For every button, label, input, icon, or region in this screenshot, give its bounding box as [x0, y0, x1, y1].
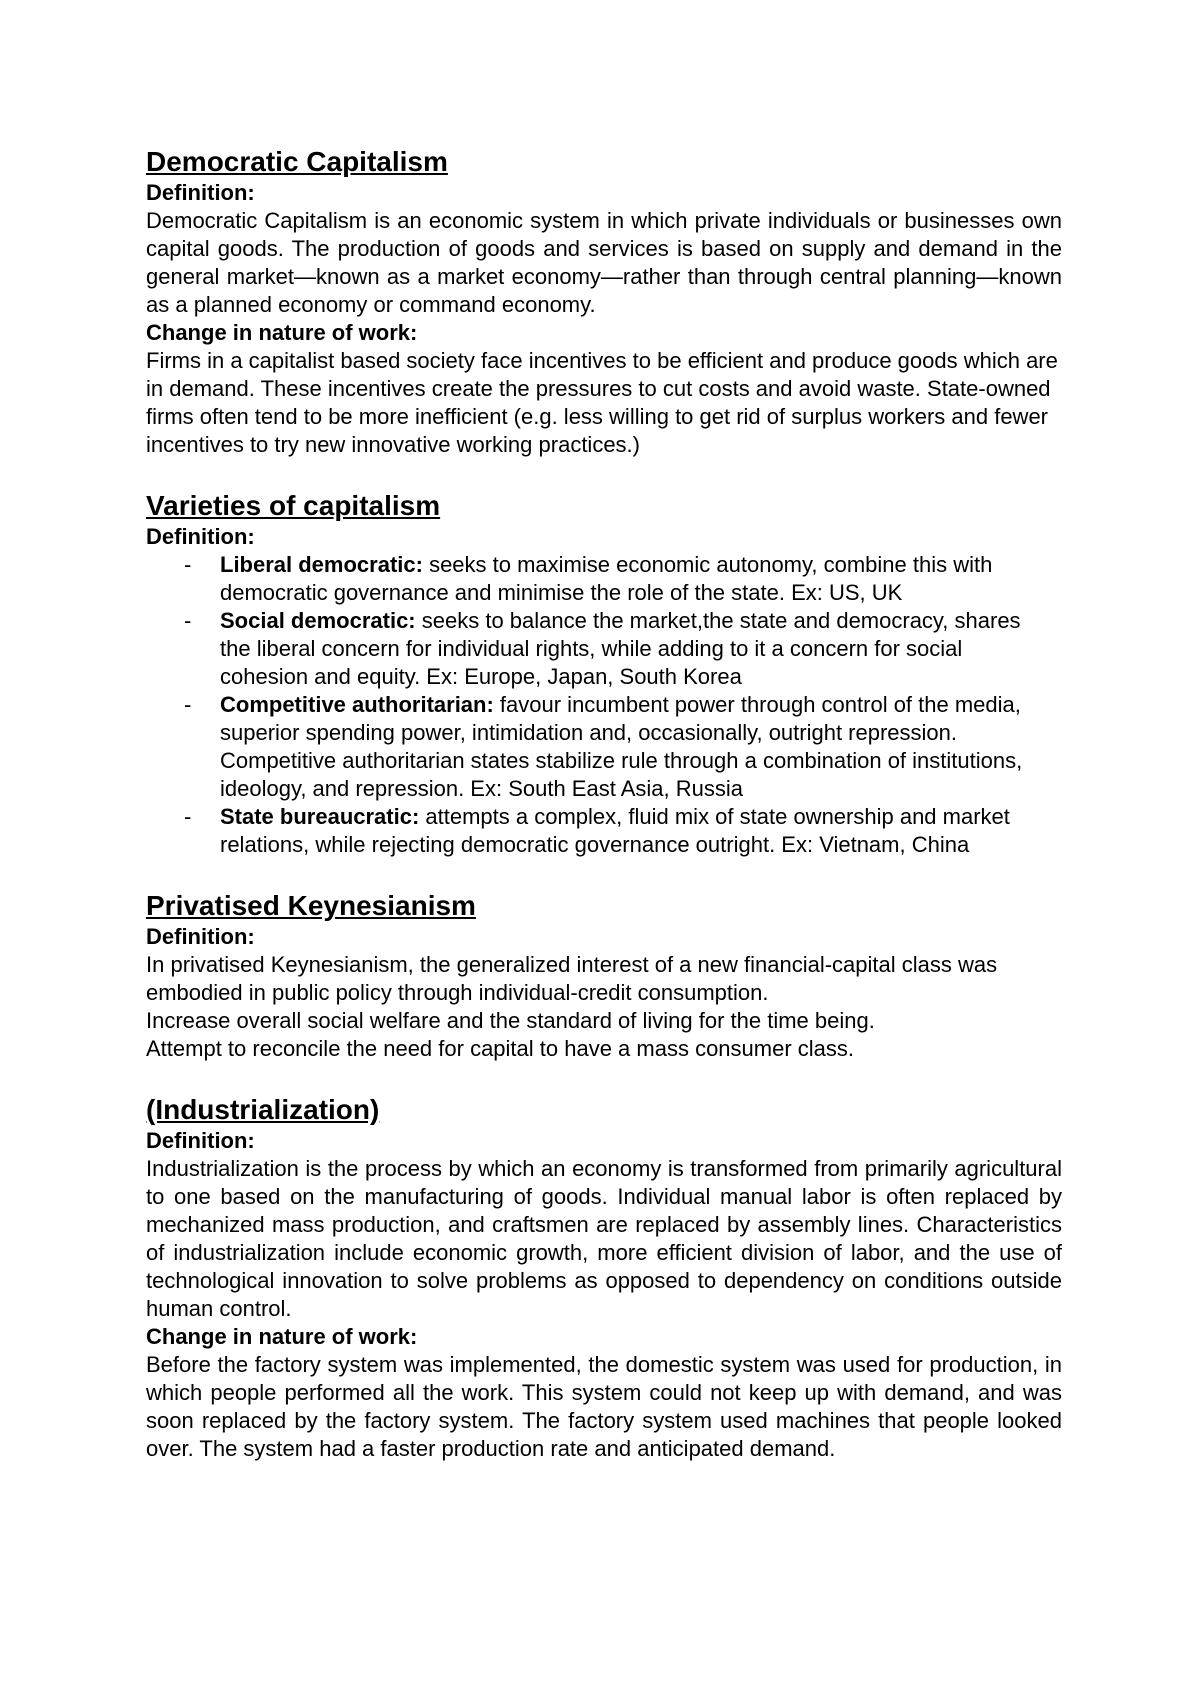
item-label: Social democratic:: [220, 608, 416, 633]
definition-text: Democratic Capitalism is an economic system in which private individuals or businesses own capital goods. The production of goods and services is based on supply and demand in the general market—known as a market economy—rather than through central planning—known as a planned economy or command economy.: [146, 208, 1062, 317]
list-item: [146, 607, 1062, 691]
section-industrialization: [146, 1093, 1062, 1463]
list-dash: -: [184, 552, 192, 577]
definition-line: Attempt to reconcile the need for capital to have a mass consumer class.: [146, 1036, 855, 1061]
definition-label: Definition:: [146, 180, 255, 205]
list-dash: -: [184, 692, 192, 717]
item-label: Liberal democratic:: [220, 552, 423, 577]
section-varieties-of-capitalism: [146, 489, 1062, 859]
definition-label: Definition:: [146, 1128, 255, 1153]
list-item: [146, 551, 1062, 607]
varieties-list: [146, 551, 1062, 859]
change-label: Change in nature of work:: [146, 1324, 418, 1349]
definition-line: In privatised Keynesianism, the generalized interest of a new financial-capital class was embodied in public policy through individual-credit consumption.: [146, 952, 998, 1005]
section-title: Democratic Capitalism: [146, 146, 448, 177]
section-privatised-keynesianism: [146, 889, 1062, 1063]
item-text: seeks to maximise economic autonomy, combine this with democratic governance and minimise the role of the state. Ex: US, UK: [220, 552, 993, 605]
item-label: State bureaucratic:: [220, 804, 420, 829]
definition-label: Definition:: [146, 524, 255, 549]
change-label: Change in nature of work:: [146, 320, 418, 345]
list-dash: -: [184, 804, 192, 829]
document-page: [146, 145, 1062, 1463]
section-title: Privatised Keynesianism: [146, 890, 476, 921]
section-democratic-capitalism: [146, 145, 1062, 459]
change-text: Before the factory system was implemented, the domestic system was used for production, in which people performed all the work. This system could not keep up with demand, and was soon replaced by the factory system. The factory system used machines that people looked over. The system had a faster production rate and anticipated demand.: [146, 1352, 1062, 1461]
item-text: favour incumbent power through control of the media, superior spending power, intimidation and, occasionally, outright repression. Competitive authoritarian states stabilize rule through a combination of institutions, ideology, and repression. Ex: South East Asia, Russia: [220, 692, 1023, 801]
definition-text: Industrialization is the process by which an economy is transformed from primarily agricultural to one based on the manufacturing of goods. Individual manual labor is often replaced by mechanized mass production, and craftsmen are replaced by assembly lines. Characteristics of industrialization include economic growth, more efficient division of labor, and the use of technological innovation to solve problems as opposed to dependency on conditions outside human control.: [146, 1156, 1062, 1321]
list-dash: -: [184, 608, 192, 633]
item-label: Competitive authoritarian:: [220, 692, 494, 717]
definition-label: Definition:: [146, 924, 255, 949]
list-item: [146, 691, 1062, 803]
section-title: Varieties of capitalism: [146, 490, 441, 521]
list-item: [146, 803, 1062, 859]
item-text: attempts a complex, fluid mix of state ownership and market relations, while rejecting democratic governance outright. Ex: Vietnam, China: [220, 804, 1010, 857]
definition-line: Increase overall social welfare and the standard of living for the time being.: [146, 1008, 875, 1033]
change-text: Firms in a capitalist based society face incentives to be efficient and produce goods which are in demand. These incentives create the pressures to cut costs and avoid waste. State-owned firms often tend to be more inefficient (e.g. less willing to get rid of surplus workers and fewer incentives to try new innovative working practices.): [146, 348, 1058, 457]
item-text: seeks to balance the market,the state and democracy, shares the liberal concern for individual rights, while adding to it a concern for social cohesion and equity. Ex: Europe, Japan, South Korea: [220, 608, 1021, 689]
section-title: (Industrialization): [146, 1094, 380, 1125]
